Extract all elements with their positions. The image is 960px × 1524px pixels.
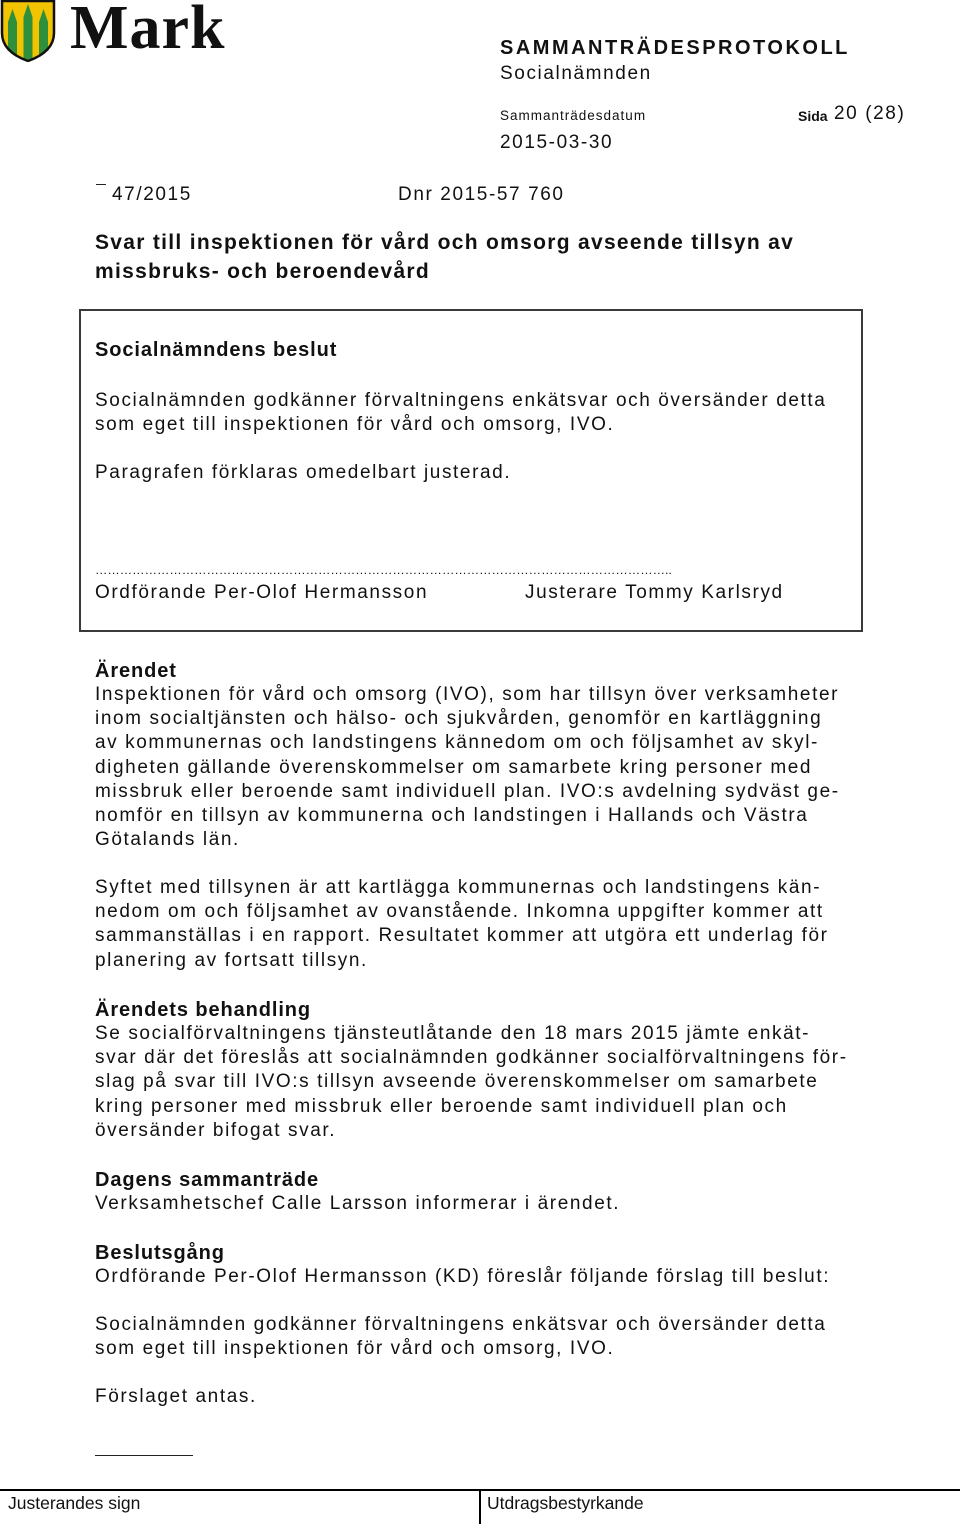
document-type: SAMMANTRÄDESPROTOKOLL: [500, 37, 850, 59]
beslutsgang-decision: [95, 1313, 826, 1361]
arendet-paragraph-1-line: Götalands län.: [95, 829, 240, 851]
behandling-line: svar där det föreslås att socialnämnden godkänner socialförvaltningens för-: [95, 1047, 848, 1069]
arendet-paragraph-2: [95, 876, 829, 973]
decision-text: [95, 389, 826, 437]
end-rule: [95, 1455, 193, 1456]
committee-name: Socialnämnden: [500, 63, 652, 84]
coat-of-arms-icon: [0, 0, 56, 62]
arendet-paragraph-1-line: digheten gällande överenskommelser om samarbete kring personer med: [95, 756, 813, 778]
beslutsgang-decision-line: Socialnämnden godkänner förvaltningens enkätsvar och översänder detta: [95, 1314, 827, 1335]
arendet-paragraph-1-line: nomför en tillsyn av kommunerna och landstingen i Hallands och Västra: [95, 805, 809, 827]
arendet-paragraph-1-line: inom socialtjänsten och hälso- och sjukvården, genomför en kartläggning: [95, 708, 823, 730]
footer-extract-certification: Utdragsbestyrkande: [487, 1493, 644, 1513]
case-number: 47/2015: [112, 184, 192, 205]
arendet-paragraph-2-line: planering av fortsatt tillsyn.: [95, 949, 368, 971]
arendet-paragraph-1: [95, 683, 840, 852]
behandling-line: slag på svar till IVO:s tillsyn avseende överenskommelser om samarbete: [95, 1071, 819, 1093]
case-dnr: Dnr 2015-57 760: [398, 184, 565, 205]
beslutsgang-heading: Beslutsgång: [95, 1242, 225, 1264]
behandling-line: översänder bifogat svar.: [95, 1119, 337, 1141]
behandling-line: Se socialförvaltningens tjänsteutlåtande den 18 mars 2015 jämte enkät-: [95, 1023, 811, 1044]
behandling-line: kring personer med missbruk eller beroende samt individuell plan och: [95, 1095, 788, 1117]
arendet-paragraph-2-line: nedom om och följsamhet av ovanstående. Inkomna uppgifter kommer att: [95, 901, 824, 923]
decision-line: som eget till inspektionen för vård och omsorg, IVO.: [95, 414, 615, 436]
section-mark: [96, 184, 106, 185]
arendet-paragraph-2-line: sammanställas i en rapport. Resultatet kommer att utgöra ett underlag för: [95, 925, 829, 947]
logo-text: Mark: [70, 0, 226, 62]
case-title-line: Svar till inspektionen för vård och omsorg avseende tillsyn av: [95, 231, 795, 254]
decision-box: [79, 309, 863, 632]
signature-line: …………………………………………………………………………………………………………………………..: [95, 563, 672, 577]
beslutsgang-result: Förslaget antas.: [95, 1386, 257, 1407]
decision-line: Socialnämnden godkänner förvaltningens enkätsvar och översänder detta: [95, 390, 827, 411]
page-number: 20 (28): [834, 103, 906, 124]
adjuster-signature: Justerare Tommy Karlsryd: [525, 582, 784, 603]
beslutsgang-decision-line: som eget till inspektionen för vård och omsorg, IVO.: [95, 1338, 615, 1360]
dagens-text: Verksamhetschef Calle Larsson informerar i ärendet.: [95, 1193, 621, 1214]
behandling-heading: Ärendets behandling: [95, 999, 312, 1021]
decision-heading: Socialnämndens beslut: [95, 339, 338, 361]
behandling-paragraph: [95, 1022, 848, 1143]
logo: [0, 0, 56, 67]
arendet-paragraph-1-line: missbruk eller beroende samt individuell plan. IVO:s avdelning sydväst ge-: [95, 780, 840, 802]
arendet-paragraph-1-line: av kommunernas och landstingens kännedom om och följsamhet av skyl-: [95, 732, 819, 754]
arendet-paragraph-2-line: Syftet med tillsynen är att kartlägga kommunernas och landstingens kän-: [95, 877, 822, 898]
dagens-heading: Dagens sammanträde: [95, 1169, 320, 1191]
arendet-paragraph-1-line: Inspektionen för vård och omsorg (IVO), som har tillsyn över verksamheter: [95, 684, 840, 705]
arendet-heading: Ärendet: [95, 660, 177, 682]
page-label: Sida: [798, 108, 828, 124]
meeting-date-label: Sammanträdesdatum: [500, 108, 647, 123]
beslutsgang-proposal: Ordförande Per-Olof Hermansson (KD) föreslår följande förslag till beslut:: [95, 1266, 831, 1287]
case-title: [95, 228, 794, 286]
chair-signature: Ordförande Per-Olof Hermansson: [95, 582, 429, 603]
footer-adjuster-sign: Justerandes sign: [8, 1493, 141, 1513]
meeting-date: 2015-03-30: [500, 132, 614, 153]
adjustment-note: Paragrafen förklaras omedelbart justerad.: [95, 462, 512, 483]
footer-divider: [479, 1489, 481, 1524]
case-title-line: missbruks- och beroendevård: [95, 260, 431, 283]
